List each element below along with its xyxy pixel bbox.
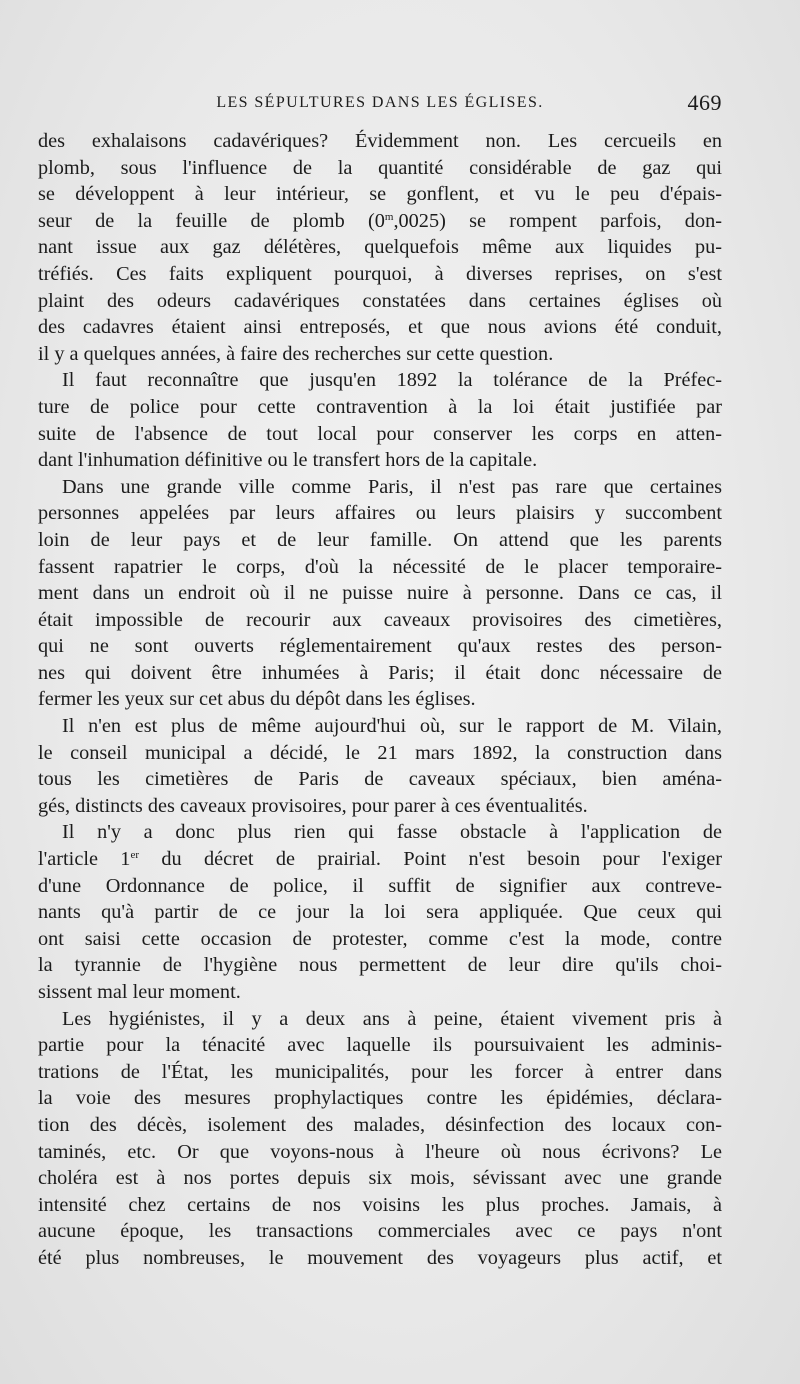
- paragraph: [38, 1006, 722, 1272]
- paragraph: [38, 367, 722, 473]
- text-line: suite de l'absence de tout local pour conserver les corps en atten-: [38, 422, 722, 445]
- text-line: la voie des mesures prophylactiques contre les épidémies, déclara-: [38, 1087, 722, 1110]
- text-line: plaint des odeurs cadavériques constatées dans certaines églises où: [38, 289, 722, 312]
- text-line: d'une Ordonnance de police, il suffit de signifier aux contreve-: [38, 874, 722, 897]
- body-text: [38, 128, 722, 1272]
- text-line: Il n'y a donc plus rien qui fasse obstacle à l'application de: [62, 821, 722, 844]
- text-line: été plus nombreuses, le mouvement des voyageurs plus actif, et: [38, 1246, 722, 1269]
- text-line: tous les cimetières de Paris de caveaux spéciaux, bien aména-: [38, 768, 722, 791]
- paragraph: [38, 128, 722, 367]
- text-line: gés, distincts des caveaux provisoires, pour parer à ces éventualités.: [38, 794, 588, 817]
- text-line: trations de l'État, les municipalités, pour les forcer à entrer dans: [38, 1060, 722, 1083]
- text-line: il y a quelques années, à faire des recherches sur cette question.: [38, 342, 554, 365]
- text-line: nant issue aux gaz délétères, quelquefois même aux liquides pu-: [38, 236, 722, 259]
- text-line: sissent mal leur moment.: [38, 981, 241, 1003]
- text-line: taminés, etc. Or que voyons-nous à l'heure où nous écrivons? Le: [38, 1140, 722, 1163]
- text-line: l'article 1er du décret de prairial. Point n'est besoin pour l'exiger: [38, 848, 722, 871]
- text-line: des cadavres étaient ainsi entreposés, et que nous avions été conduit,: [38, 316, 722, 339]
- page-number: 469: [687, 90, 722, 115]
- text-line: se développent à leur intérieur, se gonflent, et vu le peu d'épais-: [38, 183, 722, 206]
- text-line: dant l'inhumation définitive ou le transfert hors de la capitale.: [38, 449, 538, 472]
- text-line: était impossible de recourir aux caveaux provisoires des cimetières,: [38, 608, 722, 631]
- text-line: personnes appelées par leurs affaires ou leurs plaisirs y succombent: [38, 502, 722, 525]
- text-line: aucune époque, les transactions commerciales avec ce pays n'ont: [38, 1220, 722, 1243]
- text-line: Les hygiénistes, il y a deux ans à peine, étaient vivement pris à: [62, 1007, 722, 1030]
- text-line: fassent rapatrier le corps, d'où la nécessité de le placer temporaire-: [38, 555, 722, 578]
- paragraph: [38, 819, 722, 1005]
- text-line: qui ne sont ouverts réglementairement qu'aux restes des person-: [38, 635, 722, 658]
- text-line: des exhalaisons cadavériques? Évidemment non. Les cercueils en: [38, 130, 722, 152]
- running-header: [40, 90, 720, 122]
- text-line: choléra est à nos portes depuis six mois, sévissant avec une grande: [38, 1167, 722, 1190]
- text-line: nes qui doivent être inhumées à Paris; il était donc nécessaire de: [38, 661, 722, 684]
- text-line: nants qu'à partir de ce jour la loi sera appliquée. Que ceux qui: [38, 901, 722, 924]
- text-line: Il n'en est plus de même aujourd'hui où, sur le rapport de M. Vilain,: [62, 715, 722, 738]
- text-line: partie pour la ténacité avec laquelle ils poursuivaient les adminis-: [38, 1034, 722, 1057]
- superscript: er: [130, 849, 139, 862]
- text-line: tion des décès, isolement des malades, désinfection des locaux con-: [38, 1113, 722, 1136]
- text-line: loin de leur pays et de leur famille. On attend que les parents: [38, 528, 722, 551]
- text-line: plomb, sous l'influence de la quantité considérable de gaz qui: [38, 156, 722, 179]
- text-line: seur de la feuille de plomb (0$^m$,0025) se rompent parfois, don-: [38, 209, 722, 232]
- text-line: Dans une grande ville comme Paris, il n'est pas rare que certaines: [62, 475, 722, 498]
- text-line: fermer les yeux sur cet abus du dépôt dans les églises.: [38, 688, 476, 711]
- paragraph: [38, 474, 722, 713]
- text-line: ment dans un endroit où il ne puisse nuire à personne. Dans ce cas, il: [38, 582, 722, 605]
- text-line: tréfiés. Ces faits expliquent pourquoi, à diverses reprises, on s'est: [38, 262, 722, 285]
- running-title: LES SÉPULTURES DANS LES ÉGLISES.: [216, 94, 544, 111]
- paragraph: [38, 713, 722, 819]
- text-line: la tyrannie de l'hygiène nous permettent de leur dire qu'ils choi-: [38, 954, 722, 977]
- text-line: intensité chez certains de nos voisins les plus proches. Jamais, à: [38, 1193, 722, 1216]
- text-line: ont saisi cette occasion de protester, comme c'est la mode, contre: [38, 927, 722, 950]
- superscript: m: [384, 210, 394, 223]
- text-line: ture de police pour cette contravention à la loi était justifiée par: [38, 395, 722, 418]
- text-line: Il faut reconnaître que jusqu'en 1892 la tolérance de la Préfec-: [62, 369, 722, 392]
- text-line: le conseil municipal a décidé, le 21 mars 1892, la construction dans: [38, 741, 722, 764]
